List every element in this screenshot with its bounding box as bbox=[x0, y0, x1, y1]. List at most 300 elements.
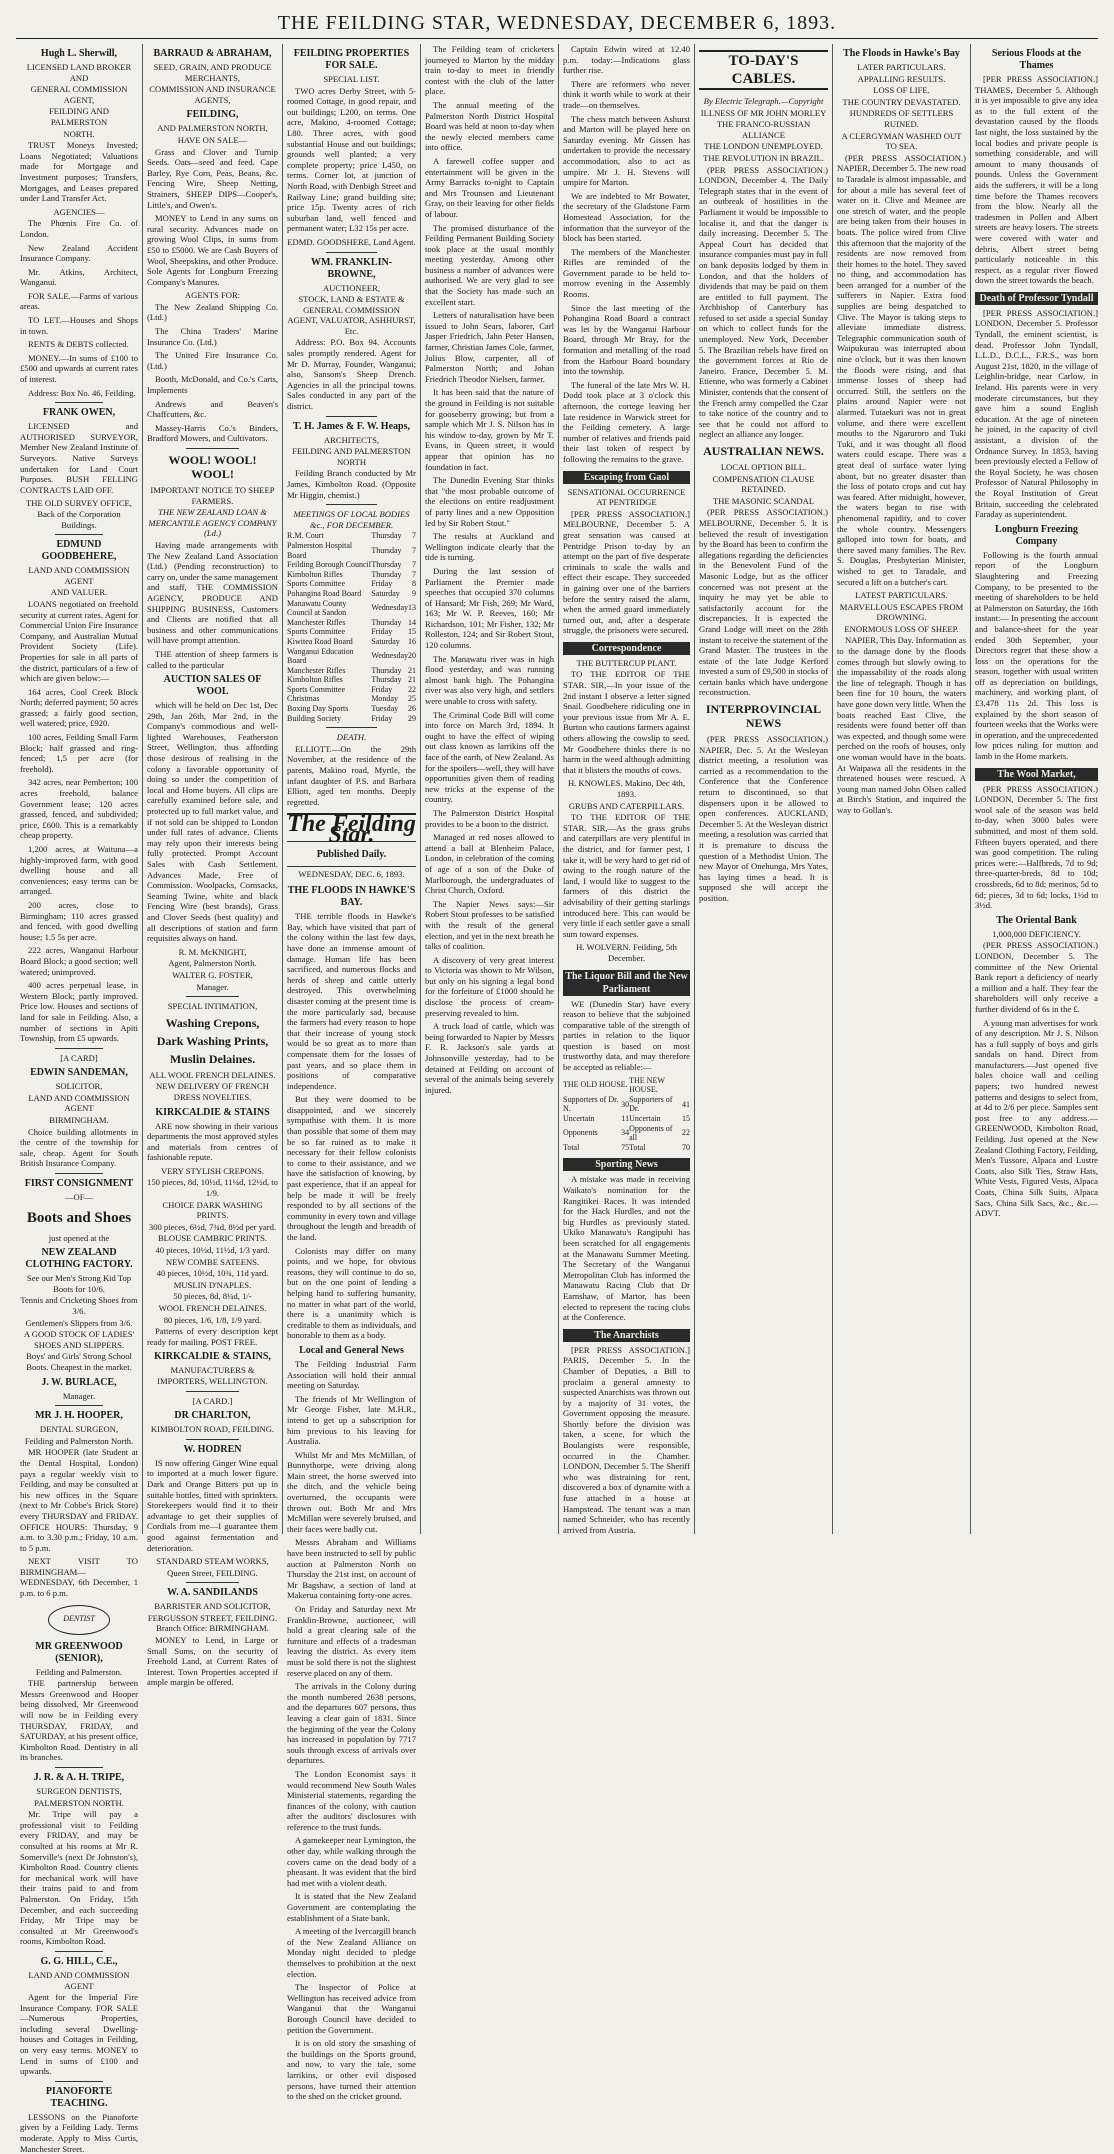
table-cell: Manchester Rifles bbox=[287, 617, 346, 627]
dateline: WEDNESDAY, DEC. 6, 1893. bbox=[298, 868, 405, 879]
property-listing: 222 acres, Wanganui Harbour Board Block; a good section; well watered; unimproved. bbox=[20, 945, 138, 977]
ad-heading: W. A. SANDILANDS bbox=[167, 1587, 258, 1599]
table-cell: Opponents bbox=[563, 1128, 598, 1138]
ad-line: BIRMINGHAM. bbox=[49, 1115, 109, 1126]
table-cell: Wanganui Education Board bbox=[287, 646, 354, 666]
table-cell: 7 bbox=[412, 545, 416, 555]
table-row bbox=[287, 627, 416, 637]
ad-body: Address: P.O. Box 94. Accounts sales promptly rendered. Agent for Mr D. Murray, Founder, Wanganui; also, Sansom's Sheep Drench. Agencies in all the principal towns. Sales conducted in any part of the district. bbox=[287, 337, 416, 412]
article-subheading: LOSS OF LIFE. bbox=[873, 85, 930, 96]
divider bbox=[55, 1405, 102, 1406]
divider bbox=[186, 448, 238, 449]
divider bbox=[326, 504, 378, 505]
ad-line: HAVE ON SALE— bbox=[177, 134, 248, 145]
table-header: THE OLD HOUSE. bbox=[563, 1080, 628, 1090]
ad-signature: WALTER G. FOSTER, bbox=[172, 969, 253, 980]
section-heading: Longburn Freezing Company bbox=[995, 523, 1078, 547]
article-subheading: THE BUTTERCUP PLANT. bbox=[576, 657, 677, 668]
table-row bbox=[287, 531, 416, 541]
ad-line: TO LET.—Houses and Shops in town. bbox=[20, 315, 138, 336]
table-cell: 15 bbox=[408, 627, 416, 637]
table-cell: 20 bbox=[408, 651, 416, 661]
table-cell: 8 bbox=[412, 579, 416, 589]
article-paragraph: WE (Dunedin Star) have every reason to believe that the subjoined comparative table of the strength of parties in relation to the liquor question is based on most trustworthy data, and may therefore be accepted as reliable:— bbox=[563, 998, 690, 1073]
ad-body: THE attention of sheep farmers is called to the particular bbox=[147, 648, 278, 670]
ad-line: SEED, GRAIN, AND PRODUCE MERCHANTS, bbox=[153, 62, 272, 83]
article-paragraph: A gamekeeper near Lymington, the other day, while walking through the covers came on the dead body of a pheasant. It was evident that the bird had met with a violent death. bbox=[287, 1835, 416, 1888]
ad-heading: EDWIN SANDEMAN, bbox=[30, 1067, 128, 1079]
section-heading: The Wool Market, bbox=[975, 768, 1098, 781]
ad-line: STOCK, LAND & ESTATE & GENERAL COMMISSION AGENT, VALUATOR, ASHHURST, Etc. bbox=[287, 294, 416, 336]
table-cell: Palmerston Hospital Board bbox=[287, 540, 353, 560]
table-row bbox=[287, 599, 416, 618]
ad-heading: FIRST CONSIGNMENT bbox=[24, 1178, 134, 1190]
ad-body: Mr. Tripe will pay a professional visit to Feilding every FRIDAY, and may be consulted at his rooms at Mr R. Somerville's (next Dr Johnston's), Kimbolton Road. Country clients for mechanical work will have their trains paid to and from Palmerston. On Friday, 15th December, and each succeeding Friday, Mr Tripe may be consulted at Mr Greenwood's rooms, Kimbolton Road. bbox=[20, 1809, 138, 1947]
section-heading: DEATH. bbox=[336, 732, 367, 743]
ad-line: PALMERSTON NORTH. bbox=[34, 1797, 124, 1808]
article-paragraph: The members of the Manchester Rifles are reminded of the Government parade to be held to-morrow evening in the Assembly Rooms. bbox=[563, 246, 690, 300]
ad-line: SPECIAL INTIMATION, bbox=[167, 1001, 258, 1012]
divider bbox=[55, 534, 102, 535]
ad-label: [A CARD] bbox=[60, 1052, 98, 1063]
article-paragraph: The Dunedin Evening Star thinks that "the most probable outcome of the elections on entire readjustment of party lines and a new Opposition led by Sir Robert Stout." bbox=[425, 475, 554, 528]
ad-line: MONEY.—In sums of £100 to £500 and upwards at current rates of interest. bbox=[20, 352, 138, 385]
table-cell: 13 bbox=[408, 603, 416, 613]
table-cell: Friday bbox=[371, 579, 393, 589]
ad-body: Grass and Clover and Turnip Seeds. Oats—seed and feed. Cape Barley, Rye Corn, Peas, Beans, &c. Fencing Wire, Sheep Netting, Strainers, SHEEP DIPS—Cooper's, Little's, and Owen's. bbox=[147, 146, 278, 210]
article-paragraph: A young man advertises for work of any description. Mr J. S. Nilson has a full supply of boys and girls sandals on hand. Direct from manufacturers.—Just opened five bales choice wall and ceiling papers; two hundred newest patterns and designs to select from, at 4d to 2/6 per piece. Samples sent post free to any address.—GREENWOOD, Kimbolton Road, Feilding. Just opened at the New Zealand Clothing Factory, Feilding, Men's Tussore, Alpaca and Lustre Coats, also Silk Ties, Straw Hats, White Vests, Figured Vests, Alpaca Coats, China Silk Suits, Alpaca Sacs, China Silk Sacs, &c., &c.—ADVT. bbox=[975, 1017, 1098, 1219]
ad-line: NORTH. bbox=[63, 128, 95, 139]
article-subheading: MARVELLOUS ESCAPES FROM DROWNING. bbox=[839, 601, 964, 623]
ad-subheading: AGENCIES— bbox=[53, 206, 105, 217]
table-cell: Thursday bbox=[371, 569, 402, 579]
table-row bbox=[287, 637, 416, 647]
table-cell: 15 bbox=[682, 1114, 690, 1124]
article-paragraph: (PER PRESS ASSOCIATION.) LONDON, December 5. The committee of the New Oriental Bank report a deficiency of nearly a million and a half. They fear the shareholders will only receive a further dividend of 6s in the £. bbox=[975, 940, 1098, 1014]
table-cell: Kimbolton Rifles bbox=[287, 675, 343, 685]
table-cell: Sports Committee bbox=[287, 627, 345, 637]
ad-line: THE OLD SURVEY OFFICE, Back of the Corporation Buildings. bbox=[26, 498, 132, 530]
ad-heading: MR GREENWOOD (SENIOR), bbox=[35, 1640, 123, 1664]
ad-body: Having made arrangements with The New Zealand Land Association (Ltd.) (Pending reconstruction) to carry on, under the same management and staff, THE COMMISSION AGENCY, PRODUCE AND SHIPPING BUSINESS, Customers and Clients are notified that all business and other communications will have prompt attention. bbox=[147, 539, 278, 646]
column-4 bbox=[421, 44, 558, 1534]
article-paragraph: A mistake was made in receiving Waikato's nomination for the Rangitikei Races. It was intended for the Hack Hurdles, and not the big Hurdles as previously stated. Ukiko Manawatu's Rangipuhi has been scratched for all engagements at the Manawatu Summer Meeting. The Secretary of the Wanganui Metropolitan Club has informed the Manawatu Racing Club that Dr Earnshaw, of Martor, has been elected to represent the racing clubs at the Conference. bbox=[563, 1174, 690, 1323]
article-paragraph: Managed at red noses allowed to attend a ball at Blenheim Palace, London, in celebration of the coming of age of a son of the Duke of Marlborough, the undergraduates of Christ Church, Oxford. bbox=[425, 832, 554, 896]
ad-line: 40 pieces, 10½d, 10¾, 11d yard. bbox=[156, 1268, 269, 1279]
article-subheading: 1,000,000 DEFICIENCY. bbox=[992, 928, 1081, 939]
masthead-rule bbox=[16, 38, 1098, 39]
article-paragraph: (PER PRESS ASSOCIATION.) NAPIER, Dec. 5. At the Wesleyan district meeting, a resolution was carried as a recommendation to the Conference that the Conference return to discontinued, so that dispensers upon it be allowed to open conferences. AUCKLAND, December 5. At the Wesleyan district meeting, a resolution was carried that it is premature to discuss the question of a Methodist Union. The new Mayor of Onehunga, Mrs Yates, has laying times a head. It is supposed she will accept the position. bbox=[699, 734, 828, 903]
property-listing: 100 acres, Feilding Small Farm Block; half grassed and ring-fenced; 1,5 per acre (for freehold). bbox=[20, 732, 138, 774]
ad-line: Feilding and Palmerston. bbox=[35, 1666, 123, 1677]
ad-body: ARE now showing in their various departments the most approved styles and materials from centres of fashionable repute. bbox=[147, 1120, 278, 1163]
column-2 bbox=[143, 44, 282, 1688]
divider bbox=[55, 2081, 102, 2082]
article-subheading: THE COUNTRY DEVASTATED. bbox=[842, 96, 961, 107]
ad-label: [A CARD.] bbox=[192, 1395, 233, 1406]
table-cell: Thursday bbox=[371, 545, 402, 555]
table-cell: Manawatu County Council at Sandon bbox=[287, 598, 347, 618]
divider bbox=[326, 727, 378, 728]
ad-line: COMMISSION AND INSURANCE AGENTS, bbox=[149, 84, 276, 105]
column-6 bbox=[695, 44, 832, 1534]
article-paragraph: The chess match between Ashurst and Marton will be played here on Saturday evening. Mr Gissen has undertaken to provide the necessary accommodation, also to act as umpire. Mr J. H. Stevens will umpire for Marton. bbox=[563, 113, 690, 188]
ad-display-heading: WOOL! WOOL! WOOL! bbox=[168, 453, 257, 481]
divider bbox=[326, 252, 378, 253]
table-row bbox=[287, 675, 416, 685]
table-cell: 25 bbox=[408, 694, 416, 704]
article-paragraph: Colonists may differ on many points, and we hope, for obvious reasons, they will continue to do so, but on the one point of lending a helping hand to suffering humanity, no matter in what part of the world, there is a unanimity which is creditable to them as individuals, and honorable to them as a body. bbox=[287, 1245, 416, 1341]
section-heading: Correspondence bbox=[563, 642, 690, 655]
ad-line: AND VALUER. bbox=[50, 587, 108, 598]
table-cell: Kiwitea Road Board bbox=[287, 636, 353, 646]
ad-line: The China Traders' Marine Insurance Co. (Ltd.) bbox=[147, 326, 278, 347]
article-subheading: LOCAL OPTION BILL. bbox=[720, 462, 807, 472]
ad-line: Tennis and Cricketing Shoes from 3/6. bbox=[20, 1295, 138, 1316]
table-cell: Thursday bbox=[371, 617, 402, 627]
ad-line: MUSLIN D'NAPLES. bbox=[173, 1279, 252, 1290]
editorial-masthead: The Feilding Star. bbox=[287, 811, 416, 848]
table-cell: Christmas bbox=[287, 694, 320, 704]
column-7 bbox=[833, 44, 970, 1534]
ad-line: SURGEON DENTISTS, bbox=[36, 1786, 122, 1796]
ad-line: Manager. bbox=[62, 1390, 96, 1401]
table-cell: Saturday bbox=[371, 636, 400, 646]
table-cell: Thursday bbox=[371, 560, 402, 570]
ad-line: New Zealand Accident Insurance Company. bbox=[20, 242, 138, 264]
article-paragraph: On Friday and Saturday next Mr Franklin-Browne, auctioneer, will hold a great clearing sale of the furniture and effects of a tradesman leaving the district. As every item must be sold there is not the slightest reserve placed on any of them. bbox=[287, 1604, 416, 1678]
ad-display-heading: Muslin Delaines. bbox=[169, 1051, 256, 1066]
ad-line: Gentlemen's Slippers from 3/6. bbox=[25, 1317, 133, 1328]
table-cell: 26 bbox=[408, 704, 416, 714]
table-cell: 7 bbox=[412, 560, 416, 570]
article-paragraph: There are reformers who never think it worth while to work at their trade—on themselves. bbox=[563, 78, 690, 110]
table-row bbox=[287, 704, 416, 714]
ad-line: 40 pieces, 10½d, 11½d, 1/3 yard. bbox=[155, 1245, 270, 1256]
article-subheading: A CLERGYMAN WASHED OUT TO SEA. bbox=[841, 130, 962, 152]
article-subheading: By Electric Telegraph.—Copyright bbox=[703, 96, 824, 106]
table-cell: Friday bbox=[371, 713, 393, 723]
ad-line: KIMBOLTON ROAD, FEILDING. bbox=[150, 1424, 275, 1435]
ad-line: THE NEW ZEALAND LOAN & MERCANTILE AGENCY COMPANY (Ld.) bbox=[148, 507, 277, 539]
article-paragraph: Since the last meeting of the Pohangina Road Board a contract was let by the Wanganui Harbour Board, through Mr Bray, for the formation and metalling of the road from the Harbour Board boundary into the township. bbox=[563, 302, 690, 377]
ad-heading: NEW ZEALAND CLOTHING FACTORY. bbox=[25, 1247, 133, 1271]
ad-line: 50 pieces, 8d, 8¼d, 1/- bbox=[173, 1291, 252, 1302]
ad-line: Andrews and Beaven's Chaffcutters, &c. bbox=[147, 398, 278, 420]
table-row bbox=[563, 1143, 690, 1153]
ad-heading: W. HODREN bbox=[183, 1443, 242, 1455]
table-cell: Thursday bbox=[371, 531, 402, 541]
ad-line: See our Men's Strong Kid Top Boots for 10/6. bbox=[26, 1273, 132, 1294]
article-paragraph: The Feilding team of cricketers journeyed to Marton by the midday train to-day to meet in friendly contest with the club of the latter place. bbox=[425, 44, 554, 97]
ad-line: MANUFACTURERS & IMPORTERS, WELLINGTON. bbox=[157, 1365, 268, 1386]
ad-heading: AUCTION SALES OF WOOL bbox=[163, 674, 262, 698]
ad-body: Patterns of every description kept ready for mailing. POST FREE. bbox=[147, 1326, 278, 1347]
article-paragraph: A farewell coffee supper and entertainment will be given in the Army Barracks to-night to Captain and Mrs Trounsen and Lieutenant Gray, on their leaving for other fields of labour. bbox=[425, 155, 554, 219]
table-row bbox=[563, 1124, 690, 1143]
article-subheading: ILLNESS OF MR JOHN MORLEY bbox=[700, 107, 827, 118]
ad-body: NEXT VISIT TO BIRMINGHAM—WEDNESDAY, 6th December, 1 p.m. to 6 p.m. bbox=[20, 1556, 138, 1599]
article-subheading: GRUBS AND CATERPILLARS. bbox=[568, 800, 685, 811]
article-subheading: COMPENSATION CLAUSE RETAINED. bbox=[712, 473, 815, 495]
table-cell: 29 bbox=[408, 713, 416, 723]
ad-body: TRUST Moneys Invested; Loans Negotiated; Valuations made for Mortgage and Investment purposes; Transfers, Mortgages, and Leases prepared under Land Transfer Act. bbox=[20, 140, 138, 204]
ad-body: IS now offering Ginger Wine equal to imported at a much lower figure. Dark and Orange Bitters put up in suitable bottles, fitted with sprinkters. Storekeepers would find it to their advantage to get their supplies of Cordials from me—I guarantee them good against fermentation and deterioration. bbox=[147, 1457, 278, 1553]
letter-body: TO THE EDITOR OF THE STAR. SIR,—As the grass grubs and caterpillars are very plentiful in the district, and for farmer pest, I take it, will be very hard to get rid of owing to the rough nature of the land, I would like to suggest to the farmers of this district the advisability of their getting starlings introduced here. This can would be very little if each settler gave a small sum toward expenses. bbox=[563, 812, 690, 939]
table-cell: R.M. Court bbox=[287, 531, 324, 541]
emblem-label: DENTIST bbox=[63, 1614, 95, 1624]
table-cell: Pohangina Road Board bbox=[287, 588, 362, 598]
section-heading: Escaping from Gaol bbox=[563, 471, 690, 484]
ad-heading: EDMUND GOODBEHERE, bbox=[41, 539, 117, 563]
article-subheading: THE REVOLUTION IN BRAZIL. bbox=[703, 152, 824, 163]
table-cell: Boxing Day Sports bbox=[287, 704, 349, 714]
article-paragraph: The promised disturbance of the Feilding Permanent Building Society took place at the usual monthly meeting yesterday. Among other business a number of advances were authorised. We are very glad to see that the Society has made such an excellent start. bbox=[425, 222, 554, 307]
section-heading: Sporting News bbox=[563, 1158, 690, 1171]
divider bbox=[186, 1582, 238, 1583]
divider bbox=[186, 996, 238, 997]
divider bbox=[55, 1048, 102, 1049]
divider bbox=[186, 1391, 238, 1392]
ad-lines bbox=[20, 62, 138, 139]
ad-line: 150 pieces, 8d, 10½d, 11¼d, 12½d, to 1/9. bbox=[147, 1177, 278, 1199]
article-subheading: LATEST PARTICULARS. bbox=[855, 590, 948, 601]
article-subheading: HUNDREDS OF SETTLERS RUINED. bbox=[849, 108, 954, 129]
section-heading: The Anarchists bbox=[563, 1329, 690, 1342]
table-row bbox=[287, 570, 416, 580]
table-row bbox=[287, 579, 416, 589]
newspaper-title: THE FEILDING STAR, WEDNESDAY, DECEMBER 6, 1893. bbox=[277, 12, 837, 34]
divider bbox=[326, 416, 378, 417]
divider bbox=[186, 1439, 238, 1440]
ad-body: TWO acres Derby Street, with 5-roomed Cottage, in good repair, and out buildings; L200, on terms. One acre, Makino, 4-roomed Cottage; L80. Three acres, with good substantial House and out buildings; grounds well planted; a very complete property; price L450, on terms. Corner lot, at junction of North Road, with Denbigh Street and Railway Line; grand building site; price 15p. Twenty acres of rich suburban land, well fenced and permanent water; L32 15s per acre. bbox=[287, 85, 416, 234]
ad-body: LESSONS on the Pianoforte given by a Feilding Lady. Terms moderate. Apply to Miss Curtis, Manchester Street. bbox=[20, 2111, 138, 2154]
table-cell: Manchester Rifles bbox=[287, 665, 346, 675]
article-paragraph: [PER PRESS ASSOCIATION.] LONDON, December 5. Professor Tyndall, the eminent scientist, is dead. Professor John Tyndall, L.L.D., D.C.L., F.R.S., was born August 21st, 1820, in the village of Leighlin-bridge, near Carlow, in Ireland. His parents were in very moderate circumstances, but they gave him a sound English education. At the age of nineteen he joined, in the capacity of civil assistant, a division of the Ordnance Survey. In 1853, having been previously elected a Fellow of the Royal Society, he was chosen Professor of Natural Philosophy in the Royal Institution of Great Britain, succeeding the celebrated Faraday as superintendent. bbox=[975, 307, 1098, 520]
ad-heading: BARRAUD & ABRAHAM, bbox=[153, 48, 272, 59]
table-cell: 9 bbox=[412, 588, 416, 598]
ad-heading: G. G. HILL, C.E., bbox=[40, 1955, 118, 1967]
ad-line: ARCHITECTS, bbox=[323, 434, 380, 445]
ad-line: CHOICE DARK WASHING PRINTS. bbox=[162, 1199, 263, 1221]
table-cell: Opponents of all bbox=[629, 1123, 673, 1143]
article-paragraph: We are indebted to Mr Bowater, the secretary of the Gladstone Farm Homestead Association, for the information that the surveyor of the block has been started. bbox=[563, 190, 690, 244]
ad-heading: WM. FRANKLIN-BROWNE, bbox=[310, 256, 393, 280]
ad-line: just opened at the bbox=[48, 1232, 110, 1243]
table-cell: Supporters of Dr. bbox=[629, 1094, 673, 1114]
ad-line: The Phœnix Fire Co. of London. bbox=[20, 218, 138, 239]
section-heading: The Floods in Hawke's Bay bbox=[843, 48, 960, 59]
property-listing: 342 acres, near Pemberton; 100 acres freehold, balance Government lease; 120 acres grassed, fenced, and subdivided; price, £600. This is a remarkably cheap property. bbox=[20, 777, 138, 841]
article-subheading: THE FRANCO-RUSSIAN ALLIANCE bbox=[716, 119, 811, 140]
article-subheading: APPALLING RESULTS. bbox=[857, 73, 946, 84]
ad-line: Agent, Palmerston North. bbox=[168, 958, 257, 969]
table-cell: Building Society bbox=[287, 713, 341, 723]
article-paragraph: The friends of Mr Wellington of Mr George Fisher, late M.H.R., intend to get up a subscription for him previous to his leaving for Australia. bbox=[287, 1393, 416, 1447]
ad-signature: J. W. BURLACE, bbox=[41, 1376, 117, 1388]
ad-body: Agent for the Imperial Fire Insurance Company. FOR SALE—Numerous Properties, including several Dwelling-houses and Cottages in Feilding, on very easy terms. MONEY to Lend in sums of £100 and upwards. bbox=[20, 1992, 138, 2077]
table-cell: 21 bbox=[408, 675, 416, 685]
property-listing: 1,200 acres, at Waituna—a highly-improved farm, with good dwelling house and all conveniences; easy terms can be arranged. bbox=[20, 844, 138, 897]
ad-line: Booth, McDonald, and Co.'s Carts, Implements bbox=[147, 374, 278, 396]
table-row bbox=[287, 618, 416, 628]
article-paragraph: The Criminal Code Bill will come into force on March 3rd, 1894. It ought to have the effect of wiping out class known as larrikins off the face of the earth, of New Zealand. As for the spoilers—well, they will have opportunities given them of reading new tricks at the expense of the country. bbox=[425, 709, 554, 805]
ad-line: Feilding and Palmerston North. bbox=[24, 1435, 134, 1446]
table-cell: 30 bbox=[621, 1099, 630, 1109]
ad-line: DENTAL SURGEON, bbox=[39, 1424, 119, 1435]
ad-line: STANDARD STEAM WORKS, bbox=[156, 1556, 269, 1567]
article-paragraph: A meeting of the Ivercargill branch of the New Zealand Alliance on Monday night decided to pledge themselves to prohibition at the next election. bbox=[287, 1926, 416, 1979]
ad-line: SOLICITOR, bbox=[55, 1081, 103, 1092]
table-cell: Uncertain bbox=[629, 1114, 661, 1124]
article-subheading: LATER PARTICULARS. bbox=[857, 62, 946, 72]
table-cell: 34 bbox=[621, 1128, 630, 1138]
article-paragraph: Whilst Mr and Mrs McMillan, of Bunnythorpe, were driving along Main street, the horse swerved into the ditch, and the vehicle being overturned, the occupants were thrown out. Both Mr and Mrs McMillan were severely bruised, and their faces were badly cut. bbox=[287, 1449, 416, 1534]
article-paragraph: The arrivals in the Colony during the month numbered 2638 persons, and the departures 607 persons, thus leaving a clear gain of 1831. Since the beginning of the year the Colony has increased in population by 7717 souls through excess of arrivals over departures. bbox=[287, 1681, 416, 1766]
table-cell: 7 bbox=[412, 531, 416, 541]
ad-line: ALL WOOL FRENCH DELAINES. bbox=[149, 1069, 276, 1080]
article-paragraph: The annual meeting of the Palmerston North District Hospital Board was held at noon to-day when the newly elected members came into office. bbox=[425, 99, 554, 153]
ad-heading: FEILDING PROPERTIES FOR SALE. bbox=[293, 48, 410, 71]
table-cell: 16 bbox=[408, 636, 416, 646]
article-paragraph: [PER PRESS ASSOCIATION.] PARIS, December 5. In the Chamber of Deputies, a Bill to proclaim a general amnesty to suspected Anarchists was thrown out by a majority of 31 votes, the Government opposing the measure. Shortly before the division was taken, a scene, for which the Boulangists were responsible, occurred in the Chamber. LONDON, December 5. The Sheriff who was distraining for rent, discovered a box of dynamite with a fuse attached in a house at Hampstead. The tenant was a man named Schneider, who has recently arrived from Austria. bbox=[563, 1344, 690, 1535]
ad-line: Address: Box No. 46, Feilding. bbox=[28, 387, 136, 398]
table-cell: Total bbox=[563, 1142, 580, 1152]
ad-line: SPECIAL LIST. bbox=[323, 74, 380, 84]
table-cell: Thursday bbox=[371, 675, 402, 685]
article-paragraph: It has been said that the nature of the ground in Feilding is not suitable for gooseberry growing; but from a sample which Mr J. S. Nilson has in his window to-day, grown by Mr T. Evans, in Queen street, it would appear that opinion has no foundation in fact. bbox=[425, 387, 554, 472]
ad-line: BARRISTER AND SOLICITOR, bbox=[154, 1601, 271, 1612]
ad-heading: KIRKCALDIE & STAINS, bbox=[154, 1351, 271, 1363]
table-cell: 75 bbox=[621, 1142, 630, 1152]
article-paragraph: (PER PRESS ASSOCIATION.) MELBOURNE, December 5. It is believed the result of investigation by the Board has been to confirm the allegations regarding the deficiencies in the Benevolent Fund of the Masonic Lodge, but as the officer concerned was not present at the inquiry he may yet be able to satisfactorily account for the discrepancies. It is expected the Grand Lodge will meet on the 28th instant to receive the statement of the Grand Master. The trustees in the estate of the late Judge Kerford invested a sum of £9,500 in stocks of certain banks which have undergone reconstruction. bbox=[699, 507, 828, 698]
table-cell: Kimbolton Rifles bbox=[287, 569, 343, 579]
table-row bbox=[287, 714, 416, 724]
ad-line: FERGUSSON STREET, FEILDING. Branch Office: BIRMINGHAM. bbox=[147, 1612, 278, 1634]
table-row bbox=[287, 647, 416, 666]
ad-line: A GOOD STOCK OF LADIES' SHOES AND SLIPPERS. bbox=[23, 1329, 135, 1350]
ad-body: Choice building allotments in the centre of the township for sale, cheap. Agent for South British Insurance Company. bbox=[20, 1126, 138, 1169]
ad-line: LAND AND COMMISSION AGENT bbox=[28, 1092, 130, 1114]
ad-line: LAND AND COMMISSION AGENT bbox=[28, 1969, 130, 1991]
ad-line: NEW COMBE SATEENS. bbox=[165, 1256, 260, 1267]
table-cell: 41 bbox=[682, 1099, 690, 1109]
article-paragraph: (PER PRESS ASSOCIATION.) LONDON, December 4. The Daily Telegraph states that in the event of an outbreak of hostilities in the Parliament it would be impossible to localise it, and that the danger is daily increasing. December 5. The Appeal Court has decided that insurance companies must pay in full on bank deposits lodged by them in London, and that the holders of dividends that may be paid on them are entitled to full payment. The Archbishop of Canterbury has refused to set aside a special Sunday on which to collect funds for the unemployed. New York, December 5. The Brazilian rebels have fired on the government forces at Rio de Janeiro. France, December 5. M. Etienne, who was formerly a Cabinet Minister, contends that the consent of the French army compelled the Czar to take notice of the country and to see that he could not afford to neglect an alliance any longer. bbox=[699, 164, 829, 440]
table-cell: 22 bbox=[408, 684, 416, 694]
ad-heading: DR CHARLTON, bbox=[174, 1410, 251, 1422]
article-paragraph: During the last session of Parliament the Premier made speeches that occupied 370 columns of Hansard; Mr Fish, 269; Mr Ward, 163; Mr W. P. Reeves, 160; Mr Richardson, 101; Mr Fisher, 132; Mr Rolleston, 124; and Sir Robert Stout, 120 columns. bbox=[425, 565, 554, 651]
ad-line: WOOL FRENCH DELAINES. bbox=[158, 1303, 267, 1313]
article-paragraph: The Manawatu river was in high flood yesterday, and was running almost bank high. The Pohangina river was also very high, and settlers were unable to cross with safety. bbox=[425, 653, 554, 707]
property-listing: 164 acres, Cool Creek Block North; deferred payment; 50 acres grassed; a fairly good section, well watered; price, £920. bbox=[20, 686, 138, 729]
article-paragraph: [PER PRESS ASSOCIATION.] THAMES, December 5. Although it is yet impossible to give any idea as to the full extent of the devastation caused by the floods last night, the loss sustained by the local bodies and private people is something considerable, and will amount to many thousands of pounds. Unless the Government aids the sufferers, it will be a long time before the Thames recovers from the blow. Nearly all the tradesmen in Pollen and Albert streets are heavy losers. The streets were covered with water and debris, Albert street being particularly noticeable in this respect, as a regular river flowed down the street towards the beach. bbox=[975, 74, 1098, 286]
article-subheading: THE MASONIC SCANDAL bbox=[712, 495, 815, 506]
article-heading: Local and General News bbox=[299, 1344, 404, 1356]
article-paragraph: The Inspector of Police at Wellington has received advice from Wanganui that the Wanganui Borough Council have decided to petition the Government. bbox=[287, 1982, 416, 2035]
divider bbox=[55, 1951, 102, 1952]
table-cell: Feilding Borough Council bbox=[287, 560, 371, 570]
ad-line: FEILDING AND PALMERSTON bbox=[49, 106, 109, 127]
article-paragraph: The results at Auckland and Wellington indicate clearly that the tide is turning. bbox=[425, 531, 554, 563]
table-header: THE NEW HOUSE. bbox=[629, 1075, 665, 1095]
ad-signature: EDMD. GOODSHERE, Land Agent. bbox=[287, 236, 416, 247]
section-heading: INTERPROVINCIAL NEWS bbox=[705, 702, 822, 731]
table-row bbox=[287, 666, 416, 676]
section-heading: The Liquor Bill and the New Parliament bbox=[563, 970, 690, 996]
ad-subheading: AGENTS FOR: bbox=[184, 290, 241, 301]
letter-body: TO THE EDITOR OF THE STAR. SIR,—In your issue of the 2nd instant I observe a letter signed Snail. Goodbehere ridiculing one in your previous issue from Mr A. E. Burton who cautions farmers against others allowing the cowslip to seed. Mr Goodbehere thinks there is no harm in the weed although admitting that it blisters the mouths of cows. bbox=[563, 669, 690, 775]
table-cell: 11 bbox=[621, 1114, 630, 1124]
section-heading: TO-DAY'S CABLES. bbox=[699, 50, 828, 90]
divider bbox=[55, 1173, 102, 1174]
article-paragraph: The Napier News says:—Sir Robert Stout professes to be satisfied with the result of the general election, and yet in the next breath he talks of coalition. bbox=[425, 898, 554, 952]
ad-line: LAND AND COMMISSION AGENT bbox=[28, 565, 130, 586]
article-paragraph: Messrs Abraham and Williams have been instructed to sell by public auction at Palmerston North on Thursday the 21st inst, on account of Mr Bagshaw, a section of land at Makerua containing forty-one acres. bbox=[287, 1537, 416, 1601]
property-listing: 200 acres, close to Birmingham; 110 acres grassed and fenced, with good dwelling house; 1.5 5s per acre. bbox=[20, 899, 138, 942]
dentist-emblem-icon bbox=[48, 1605, 110, 1635]
ad-line: 80 pieces, 1/6, 1/8, 1/9 yard. bbox=[163, 1314, 262, 1325]
ad-line: VERY STYLISH CREPONS. bbox=[160, 1165, 265, 1176]
ad-body: MONEY to Lend in any sums on rural security. Advances made on growing Wool Clips, in sums from £50 to £5000. We are Cash Buyers of Wool, Sheepskins, and other Produce. Sole Agents for Longburn Freezing Company's Manures. bbox=[147, 213, 278, 287]
table-cell: 14 bbox=[408, 617, 416, 627]
table-header-row bbox=[563, 1076, 690, 1095]
ad-heading: PIANOFORTE TEACHING. bbox=[45, 2085, 113, 2109]
ad-line: Massey-Harris Co.'s Binders, Bradford Mowers, and Cultivators. bbox=[147, 422, 278, 444]
ad-line: FOR SALE.—Farms of various areas. bbox=[20, 290, 138, 312]
article-paragraph: [PER PRESS ASSOCIATION.] MELBOURNE, December 5. A great sensation was caused at Pentridge Prison to-day by an attempt on the part of five desperate criminals to scale the walls and effect their escape. They succeeded in gaining over one of the barriers before the sentry raised the alarm, when the armed guard immediately turned out, and, after a desperate struggle, the prisoners were secured. bbox=[563, 508, 690, 636]
table-cell: Total bbox=[629, 1142, 646, 1152]
ad-line: IMPORTANT NOTICE TO SHEEP FARMERS. bbox=[150, 485, 275, 506]
article-subheading: THE LONDON UNEMPLOYED. bbox=[704, 141, 823, 152]
article-paragraph: The London Economist says it would recommend New South Wales Ministerial statements, regarding the finances of the colony, with caution after the auditors' disclosures with reference to the trust funds. bbox=[287, 1768, 416, 1832]
column-3 bbox=[283, 44, 420, 2102]
table-row bbox=[287, 541, 416, 560]
table-cell: Sports Committee bbox=[287, 579, 345, 589]
article-paragraph: A discovery of very great interest to Victoria was shown to Mr Wilson, but only on his signing a legal bond for the forfeiture of £1000 should he disclose the process of cream-preserving revealed to him. bbox=[425, 954, 554, 1018]
ad-signature: R. M. McKNIGHT, bbox=[178, 946, 247, 957]
table-row bbox=[563, 1114, 690, 1124]
section-heading: The Oriental Bank bbox=[996, 914, 1077, 926]
article-paragraph: The Feilding Industrial Farm Association will hold their annual meeting on Saturday. bbox=[287, 1358, 416, 1391]
divider bbox=[55, 1767, 102, 1768]
ad-display-heading: Dark Washing Prints, bbox=[156, 1033, 269, 1048]
ad-heading: T. H. James & F. W. Heaps, bbox=[293, 420, 410, 432]
ad-line: FEILDING AND PALMERSTON NORTH bbox=[292, 446, 411, 467]
section-heading: AUSTRALIAN NEWS. bbox=[703, 444, 824, 458]
table-cell: Saturday bbox=[371, 588, 400, 598]
article-paragraph: It is on old story the smashing of the buildings on the Sports ground, and now, to vary the tale, some larrikins, or other evil disposed persons, have turned their attention to the shed on the cricket ground. bbox=[287, 2038, 416, 2102]
article-paragraph: THE terrible floods in Hawke's Bay, which have visited that part of the colony within the last few days, have done an immense amount of damage. Human life has been sacrificed, and numerous flocks and herds of sheep and cattle utterly destroyed. This overwhelming disaster coming at the present time is the more particularly sad, because the farmers had every reason to hope that their increase of young stock would be so great as to more than compensate them for the losses of past years, and so place them in positions of comparative independence. bbox=[287, 911, 416, 1091]
section-heading: Death of Professor Tyndall bbox=[975, 292, 1098, 305]
article-paragraph: The funeral of the late Mrs W. H. Dodd took place at 3 o'clock this afternoon, the cortege leaving her late residence in Warwick street for the Feilding cemetery. A large number of relatives and friends paid their last token of respect by following the remains to the grave. bbox=[563, 379, 690, 464]
table-row bbox=[287, 560, 416, 570]
ad-heading: J. R. & A. H. TRIPE, bbox=[33, 1772, 125, 1783]
table-cell: Wednesday bbox=[371, 651, 408, 661]
divider bbox=[55, 402, 102, 403]
article-paragraph: Following is the fourth annual report of the Longburn Slaughtering and Freezing Company, to be presented to the meeting of shareholders to be held at Palmerston on Saturday, the 16th instant:— In presenting the account and balance-sheet for the year ended 30th September, your Directors regret that these show a loss on the operations for the season, together with usual written off as depreciation on buildings, machinery, and working plant, of £3,478 11s 2d. This loss is explained by the short season of fourteen weeks that the Works were in operation, and the unprecedented low prices ruling for mutton and lamb in the Home markets. bbox=[975, 549, 1098, 762]
ad-line: LICENSED LAND BROKER AND bbox=[26, 62, 132, 83]
table-row bbox=[287, 685, 416, 695]
table-title: MEETINGS OF LOCAL BODIES &c., FOR DECEMBER. bbox=[293, 509, 410, 530]
table-cell: 7 bbox=[412, 569, 416, 579]
ad-body: which will be held on Dec 1st, Dec 29th, Jan 26th, Mar 2nd, in the Company's commodious and well-lighted Warehouses, Featherston Street, Wellington, thus affording those desirous of realising in the colony a favorable opportunity of doing so under the competition of local and Home buyers. All clips are carefully examined before sale, and protected up to full market value, and if not sold can be shipped to London under full rates of advance. Clients may rely upon their interests being fully protected. Prompt Account Sales with Cash Settlement. Advances Made, Free of Commission. Woolpacks, Cornsacks, Seaming Twine, white and black Fencing Wire (best brands), Grass and Clover Seeds (best quality) and all descriptions of station and farm requisites always on hand. bbox=[147, 700, 278, 944]
ad-line: Boys' and Girls' Strong School Boots. Cheapest in the market. bbox=[26, 1351, 132, 1372]
ad-line: The New Zealand Shipping Co. (Ltd.) bbox=[147, 301, 278, 323]
table-cell: 22 bbox=[682, 1128, 690, 1138]
published-label: Published Daily. bbox=[316, 848, 387, 860]
ad-body: MONEY to Lend, in Large or Small Sums, on the security of Freehold Land, at Current Rates of Interest. Town Properties accepted if ample margin be offered. bbox=[147, 1635, 278, 1688]
ad-body: LICENSED and AUTHORISED SURVEYOR, Member New Zealand Institute of Surveyors. Native Surveys undertaken for Land Court Purposes. BUSH FELLING CONTRACTS LAID OFF. bbox=[20, 421, 138, 495]
